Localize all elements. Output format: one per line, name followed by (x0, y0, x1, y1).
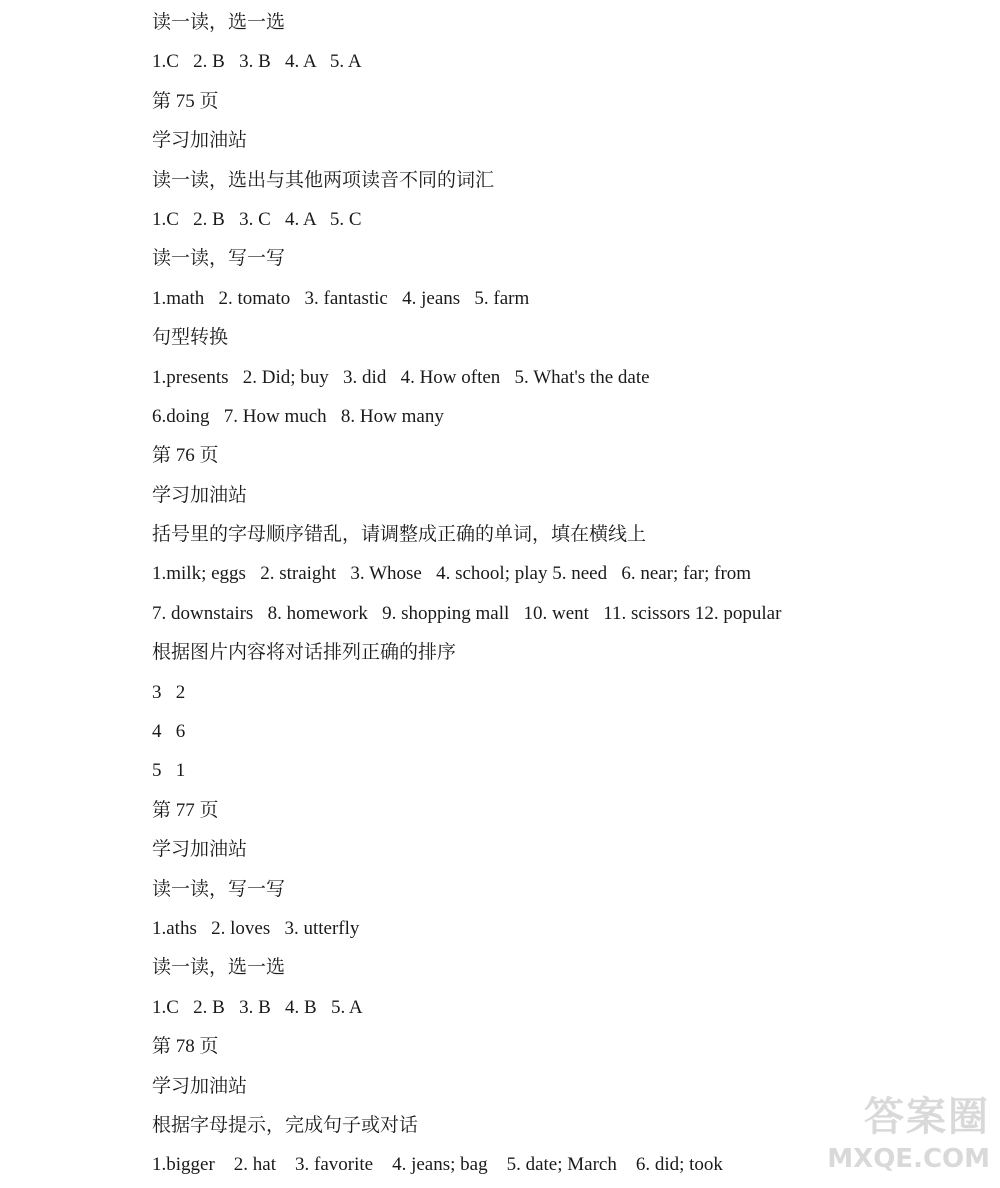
answer-line: 1.C 2. B 3. B 4. B 5. A (152, 996, 363, 1018)
page-heading: 第 75 页 (152, 90, 219, 112)
answer-line: 1.aths 2. loves 3. utterfly (152, 917, 360, 939)
page-heading: 第 76 页 (152, 445, 219, 467)
answer-line: 3 2 (152, 681, 186, 703)
answer-line: 1.milk; eggs 2. straight 3. Whose 4. school; play 5. need 6. near; far; from (152, 563, 752, 585)
section-heading: 读一读，写一写 (152, 878, 286, 900)
section-heading: 读一读，选一选 (152, 957, 286, 979)
section-heading: 学习加油站 (152, 1075, 248, 1097)
watermark-url: MXQE.COM (827, 1144, 990, 1174)
answer-line: 1.C 2. B 3. B 4. A 5. A (152, 51, 362, 73)
answer-line: 7. downstairs 8. homework 9. shopping mall 10. went 11. scissors 12. popular (152, 602, 782, 624)
section-heading: 学习加油站 (152, 130, 248, 152)
section-heading: 学习加油站 (152, 839, 248, 861)
section-heading: 读一读，选出与其他两项读音不同的词汇 (152, 169, 495, 191)
answer-line: 5 1 (152, 760, 186, 782)
section-heading: 学习加油站 (152, 484, 248, 506)
answer-line: 4 6 (152, 721, 186, 743)
answer-line: 1.presents 2. Did; buy 3. did 4. How often 5. What's the date (152, 366, 650, 388)
page-heading: 第 77 页 (152, 799, 219, 821)
answer-line: 6.doing 7. How much 8. How many (152, 405, 444, 427)
section-heading: 括号里的字母顺序错乱，请调整成正确的单词，填在横线上 (152, 524, 647, 546)
section-heading: 根据字母提示，完成句子或对话 (152, 1114, 419, 1136)
answer-line: 1.C 2. B 3. C 4. A 5. C (152, 208, 362, 230)
section-heading: 读一读，选一选 (152, 12, 286, 33)
section-heading: 读一读，写一写 (152, 248, 286, 270)
watermark (810, 1092, 990, 1176)
answer-document (152, 6, 972, 1188)
section-heading: 根据图片内容将对话排列正确的排序 (152, 642, 457, 664)
answer-line: 1.bigger 2. hat 3. favorite 4. jeans; bag 5. date; March 6. did; took (152, 1154, 723, 1176)
answer-line: 1.math 2. tomato 3. fantastic 4. jeans 5. farm (152, 287, 530, 309)
watermark-logo: 答案圈 (864, 1094, 990, 1140)
page-heading: 第 78 页 (152, 1036, 219, 1058)
section-heading: 句型转换 (152, 327, 229, 349)
